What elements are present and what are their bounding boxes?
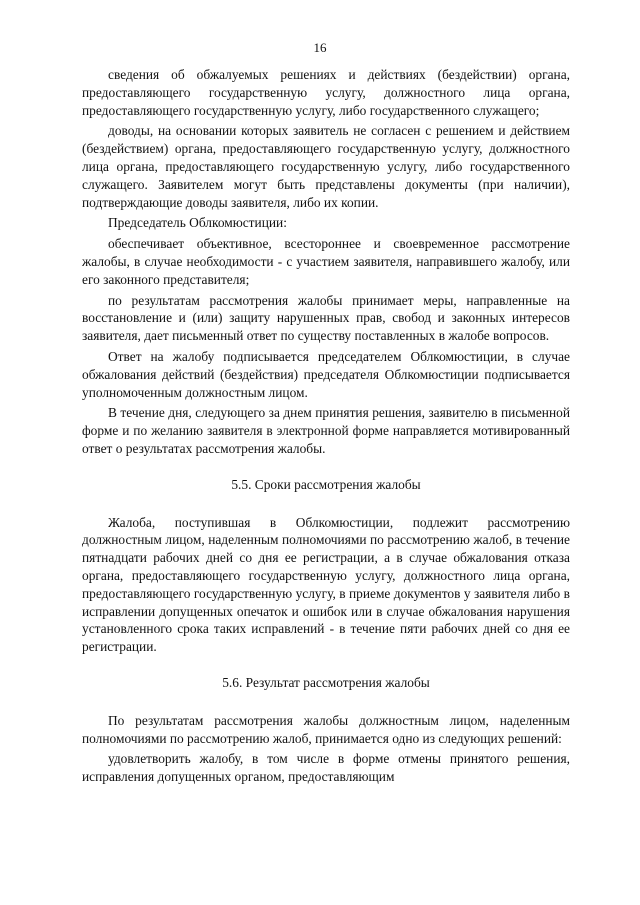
paragraph: Жалоба, поступившая в Облкомюстиции, подлежит рассмотрению должностным лицом, наделенным полномочиями по рассмотрению жалоб, в течение пятнадцати рабочих дней со дня ее регистрации, а в случае обжалования отказа органа, предоставляющего государственную услугу, должностного лица органа, предоставляющего государственную услугу, в приеме документов у заявителя либо в исправлении допущенных опечаток и ошибок или в случае обжалования нарушения установленного срока таких исправлений - в течение пяти рабочих дней со дня ее регистрации. (82, 514, 570, 655)
paragraph: Председатель Облкомюстиции: (108, 215, 287, 231)
paragraph: сведения об обжалуемых решениях и действиях (бездействии) органа, предоставляющего государственную услугу, должностного лица органа, предоставляющего государственную услугу, либо государственного служащего; (82, 67, 570, 118)
section-heading-5-5: 5.5. Сроки рассмотрения жалобы (231, 476, 421, 492)
paragraph: по результатам рассмотрения жалобы принимает меры, направленные на восстановление и (или) защиту нарушенных прав, свобод и законных интересов заявителя, дает письменный ответ по существу поставленных в жалобе вопросов. (82, 292, 570, 344)
page-number: 16 (313, 40, 327, 55)
section-heading-5-6: 5.6. Результат рассмотрения жалобы (222, 674, 430, 690)
page-content (82, 66, 570, 789)
paragraph: обеспечивает объективное, всестороннее и своевременное рассмотрение жалобы, в случае необходимости - с участием заявителя, направившего жалобу, или его законного представителя; (82, 236, 570, 287)
paragraph: В течение дня, следующего за днем принятия решения, заявителю в письменной форме и по желанию заявителя в электронной форме направляется мотивированный ответ о результатах рассмотрения жалобы. (82, 405, 570, 456)
paragraph: удовлетворить жалобу, в том числе в форме отмены принятого решения, исправления допущенных органом, предоставляющим (82, 751, 570, 785)
paragraph: По результатам рассмотрения жалобы должностным лицом, наделенным полномочиями по рассмотрению жалоб, принимается одно из следующих решений: (82, 712, 570, 746)
paragraph: доводы, на основании которых заявитель не согласен с решением и действием (бездействием) органа, предоставляющего государственную услугу, должностного лица органа, предоставляющего государственную услугу, либо государственного служащего. Заявителем могут быть представлены документы (при наличии), подтверждающие доводы заявителя, либо их копии. (82, 123, 570, 210)
paragraph: Ответ на жалобу подписывается председателем Облкомюстиции, в случае обжалования действий (бездействия) председателя Облкомюстиции подписывается уполномоченным должностным лицом. (82, 348, 570, 400)
